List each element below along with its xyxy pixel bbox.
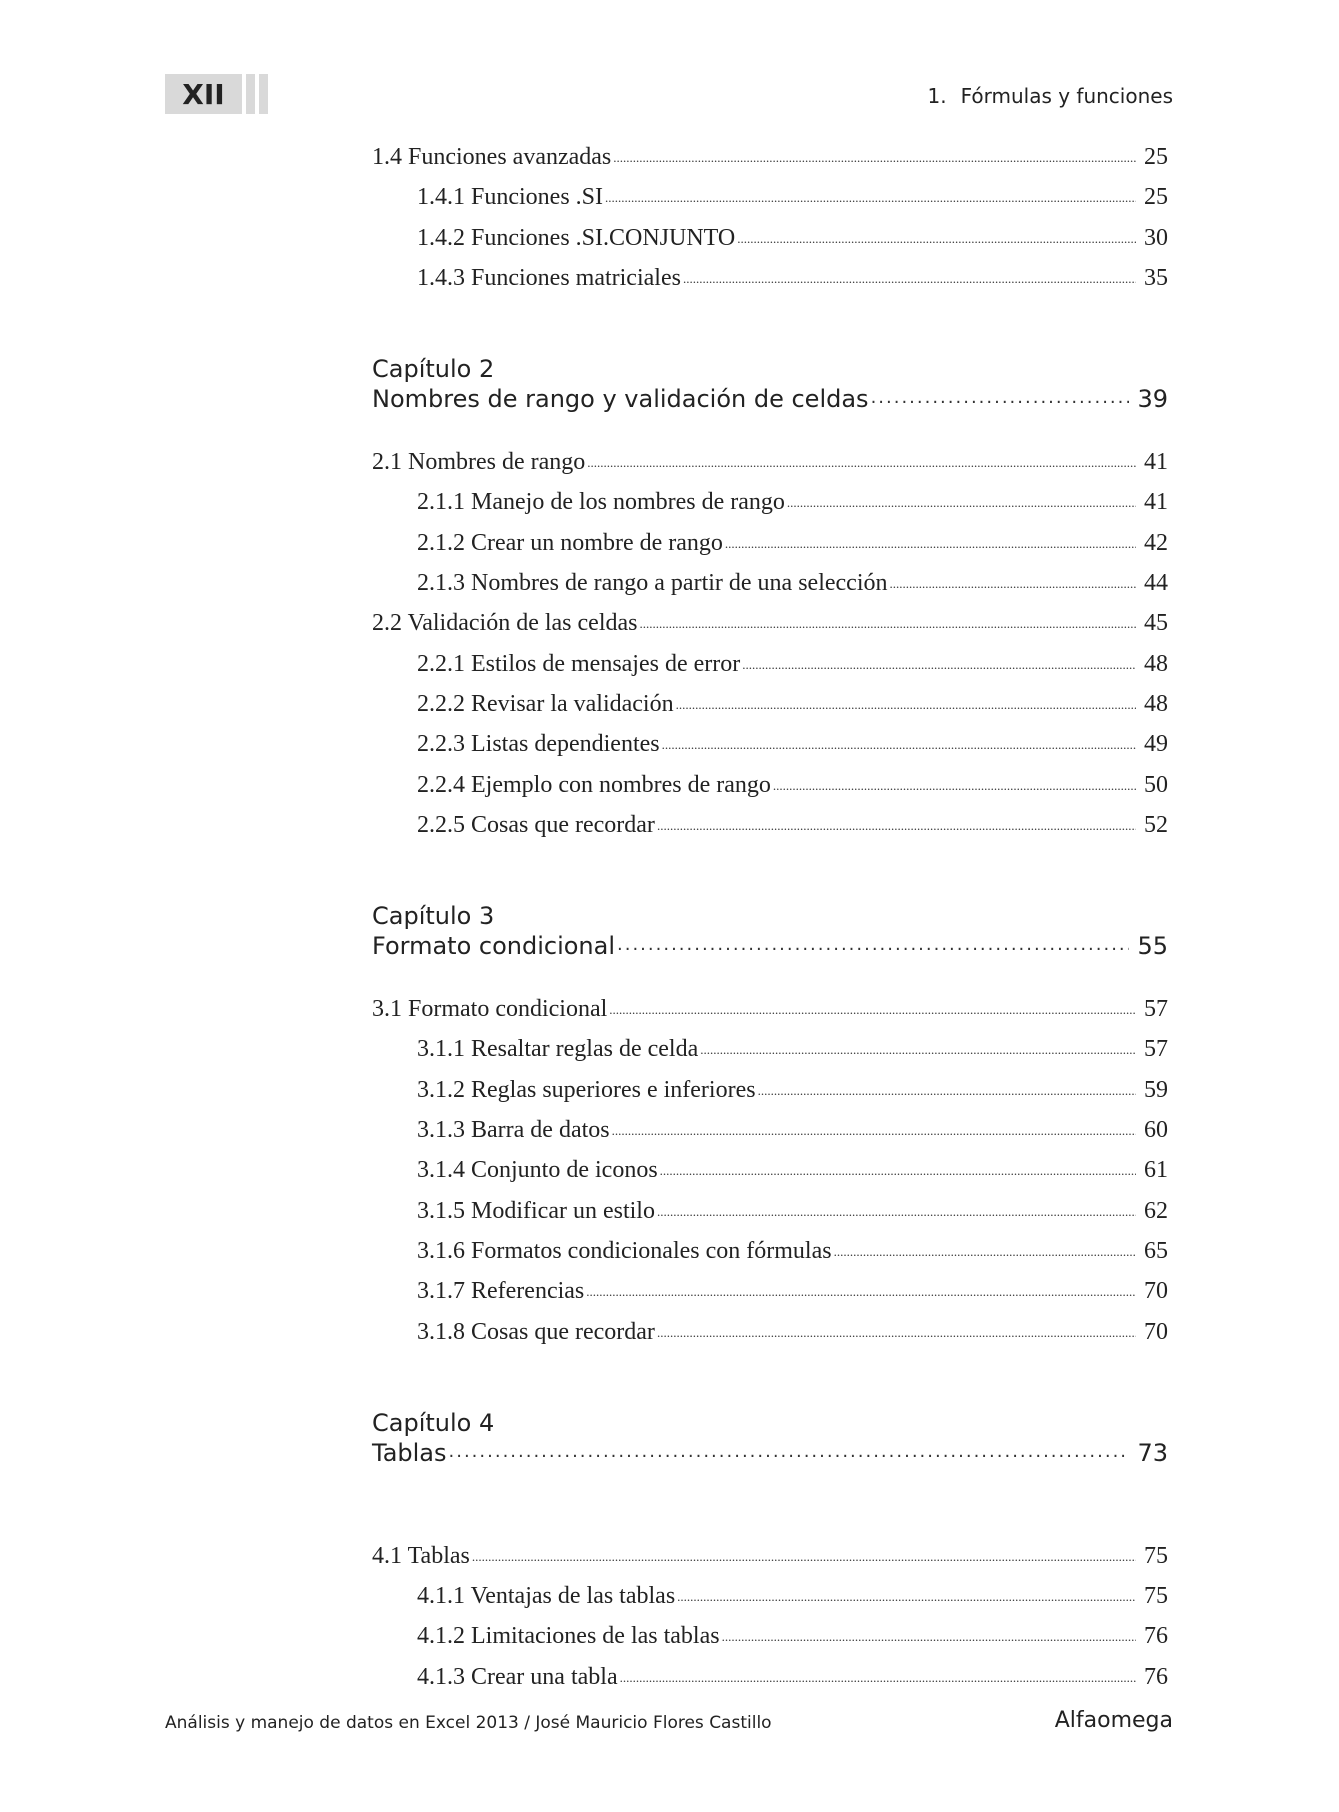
toc-entry-label: 3.1.7 Referencias — [417, 1278, 585, 1305]
chapter-3-page: 55 — [1137, 932, 1168, 961]
dot-leader — [472, 1539, 1136, 1563]
dot-leader — [700, 1032, 1136, 1056]
tab-stripe-2 — [259, 74, 268, 114]
toc-entry-label: 1.4.1 Funciones .SI — [417, 184, 603, 211]
toc-entry-label: 2.2.5 Cosas que recordar — [417, 811, 655, 838]
toc-entry[interactable] — [372, 992, 1168, 1032]
toc-entry-page: 76 — [1144, 1663, 1168, 1690]
chapter-2-title: Nombres de rango y validación de celdas — [372, 385, 869, 414]
chapter-3-title: Formato condicional — [372, 932, 616, 961]
toc-entry-label: 4.1.3 Crear una tabla — [417, 1663, 618, 1690]
toc-entry-page: 52 — [1144, 811, 1168, 838]
toc-entry-label: 2.2.1 Estilos de mensajes de error — [417, 650, 741, 677]
toc-entry[interactable] — [372, 180, 1168, 220]
toc-entry-label: 2.2 Validación de las celdas — [372, 610, 638, 637]
table-of-contents — [372, 140, 1168, 1700]
toc-entry[interactable] — [372, 1315, 1168, 1355]
dot-leader — [722, 1619, 1136, 1643]
spacer — [372, 970, 1168, 992]
spacer — [372, 1355, 1168, 1397]
toc-entry[interactable] — [372, 140, 1168, 180]
chapter-4-title-row[interactable] — [372, 1437, 1168, 1477]
dot-leader — [773, 768, 1136, 792]
toc-entry[interactable] — [372, 1032, 1168, 1072]
toc-entry-label: 4.1.2 Limitaciones de las tablas — [417, 1623, 720, 1650]
toc-entry[interactable] — [372, 485, 1168, 525]
tab-stripe-1 — [246, 74, 255, 114]
dot-leader — [676, 687, 1136, 711]
toc-entry-page: 30 — [1144, 224, 1168, 251]
toc-entry-page: 70 — [1144, 1278, 1168, 1305]
toc-entry-page: 65 — [1144, 1237, 1168, 1264]
toc-entry-page: 45 — [1144, 610, 1168, 637]
spacer — [372, 423, 1168, 445]
toc-entry[interactable] — [372, 1113, 1168, 1153]
dot-leader — [605, 180, 1136, 204]
dot-leader — [758, 1073, 1136, 1097]
dot-leader — [677, 1579, 1136, 1603]
dot-leader — [787, 485, 1136, 509]
footer-publisher: Alfaomega — [1054, 1708, 1173, 1733]
toc-entry[interactable] — [372, 727, 1168, 767]
toc-entry-label: 3.1.5 Modificar un estilo — [417, 1197, 655, 1224]
toc-entry-label: 3.1.3 Barra de datos — [417, 1117, 610, 1144]
chapter-3-label: Capítulo 3 — [372, 902, 495, 931]
toc-entry[interactable] — [372, 1153, 1168, 1193]
toc-entry-page: 49 — [1144, 731, 1168, 758]
toc-entry-page: 41 — [1144, 449, 1168, 476]
toc-entry[interactable] — [372, 1274, 1168, 1314]
toc-entry-label: 2.1.1 Manejo de los nombres de rango — [417, 489, 785, 516]
dot-leader — [660, 1153, 1136, 1177]
page-number-tab — [165, 74, 268, 114]
toc-entry[interactable] — [372, 1539, 1168, 1579]
chapter-2-page: 39 — [1137, 385, 1168, 414]
toc-entry-page: 42 — [1144, 529, 1168, 556]
toc-entry-page: 76 — [1144, 1623, 1168, 1650]
toc-entry-page: 62 — [1144, 1197, 1168, 1224]
toc-entry-page: 70 — [1144, 1318, 1168, 1345]
toc-entry-label: 4.1 Tablas — [372, 1542, 470, 1569]
spacer — [372, 848, 1168, 890]
dot-leader — [742, 647, 1136, 671]
dot-leader — [890, 566, 1137, 590]
toc-entry-label: 1.4 Funciones avanzadas — [372, 144, 612, 170]
toc-entry-label: 2.2.4 Ejemplo con nombres de rango — [417, 771, 771, 798]
chapter-3-title-row[interactable] — [372, 930, 1168, 970]
toc-entry-page: 50 — [1144, 771, 1168, 798]
toc-entry-page: 61 — [1144, 1157, 1168, 1184]
toc-entry-page: 25 — [1144, 184, 1168, 211]
dot-leader — [683, 261, 1136, 285]
dot-leader — [725, 526, 1136, 550]
toc-entry-page: 75 — [1144, 1542, 1168, 1569]
running-header-chapter-number: 1. — [927, 84, 947, 108]
toc-entry[interactable] — [372, 1073, 1168, 1113]
chapter-2-title-row[interactable] — [372, 383, 1168, 423]
dot-leader — [613, 140, 1136, 164]
chapter-2-label: Capítulo 2 — [372, 355, 495, 384]
toc-entry-label: 3.1.1 Resaltar reglas de celda — [417, 1036, 699, 1063]
toc-entry[interactable] — [372, 261, 1168, 301]
toc-entry-label: 3.1.2 Reglas superiores e inferiores — [417, 1076, 756, 1103]
chapter-4-page: 73 — [1137, 1438, 1168, 1467]
toc-entry[interactable] — [372, 606, 1168, 646]
dot-leader — [612, 1113, 1136, 1137]
toc-entry-page: 48 — [1144, 650, 1168, 677]
toc-entry-page: 48 — [1144, 690, 1168, 717]
toc-entry-label: 3.1.4 Conjunto de iconos — [417, 1157, 658, 1184]
toc-entry-label: 1.4.3 Funciones matriciales — [417, 264, 681, 291]
toc-entry-label: 3.1.8 Cosas que recordar — [417, 1318, 655, 1345]
toc-entry-label: 3.1 Formato condicional — [372, 996, 608, 1023]
chapter-4-label: Capítulo 4 — [372, 1408, 495, 1437]
dot-leader — [657, 1315, 1136, 1339]
toc-entry-page: 60 — [1144, 1117, 1168, 1144]
toc-entry-page: 59 — [1144, 1076, 1168, 1103]
toc-entry-page: 57 — [1144, 996, 1168, 1023]
toc-entry-label: 2.1.2 Crear un nombre de rango — [417, 529, 723, 556]
toc-entry[interactable] — [372, 1660, 1168, 1700]
toc-entry[interactable] — [372, 647, 1168, 687]
toc-entry-label: 3.1.6 Formatos condicionales con fórmulas — [417, 1237, 832, 1264]
toc-entry-page: 75 — [1144, 1583, 1168, 1610]
toc-entry-label: 2.1.3 Nombres de rango a partir de una selección — [417, 570, 888, 597]
dot-leader — [620, 1660, 1136, 1684]
toc-entry-page: 35 — [1144, 264, 1168, 291]
toc-entry-page: 57 — [1144, 1036, 1168, 1063]
dot-leader — [657, 1194, 1136, 1218]
toc-entry-label: 4.1.1 Ventajas de las tablas — [417, 1583, 676, 1610]
dot-leader — [871, 383, 1130, 407]
dot-leader — [609, 992, 1136, 1016]
toc-entry[interactable] — [372, 1194, 1168, 1234]
dot-leader — [586, 1274, 1136, 1298]
toc-entry[interactable] — [372, 687, 1168, 727]
running-header-chapter-title: Fórmulas y funciones — [960, 84, 1173, 108]
dot-leader — [657, 808, 1136, 832]
toc-entry-label: 2.2.2 Revisar la validación — [417, 690, 674, 717]
dot-leader — [834, 1234, 1136, 1258]
page-number: XII — [165, 74, 242, 114]
toc-entry[interactable] — [372, 221, 1168, 261]
footer-book-info: Análisis y manejo de datos en Excel 2013 / José Mauricio Flores Castillo — [165, 1713, 772, 1733]
dot-leader — [617, 930, 1129, 954]
toc-entry-page: 41 — [1144, 489, 1168, 516]
toc-entry-label: 2.1 Nombres de rango — [372, 449, 586, 476]
toc-entry-page: 25 — [1144, 144, 1168, 170]
toc-entry[interactable] — [372, 808, 1168, 848]
toc-entry[interactable] — [372, 445, 1168, 485]
dot-leader — [449, 1437, 1130, 1461]
toc-entry[interactable] — [372, 526, 1168, 566]
toc-entry[interactable] — [372, 1579, 1168, 1619]
toc-entry-page: 44 — [1144, 570, 1168, 597]
running-header — [927, 84, 1173, 108]
toc-entry-label: 2.2.3 Listas dependientes — [417, 731, 660, 758]
dot-leader — [662, 727, 1136, 751]
spacer — [372, 1477, 1168, 1539]
toc-entry[interactable] — [372, 566, 1168, 606]
toc-entry-label: 1.4.2 Funciones .SI.CONJUNTO — [417, 224, 736, 251]
toc-entry[interactable] — [372, 768, 1168, 808]
chapter-4-title: Tablas — [372, 1438, 447, 1467]
dot-leader — [737, 221, 1136, 245]
toc-entry[interactable] — [372, 1234, 1168, 1274]
dot-leader — [639, 606, 1136, 630]
dot-leader — [587, 445, 1136, 469]
spacer — [372, 301, 1168, 343]
toc-entry[interactable] — [372, 1619, 1168, 1659]
